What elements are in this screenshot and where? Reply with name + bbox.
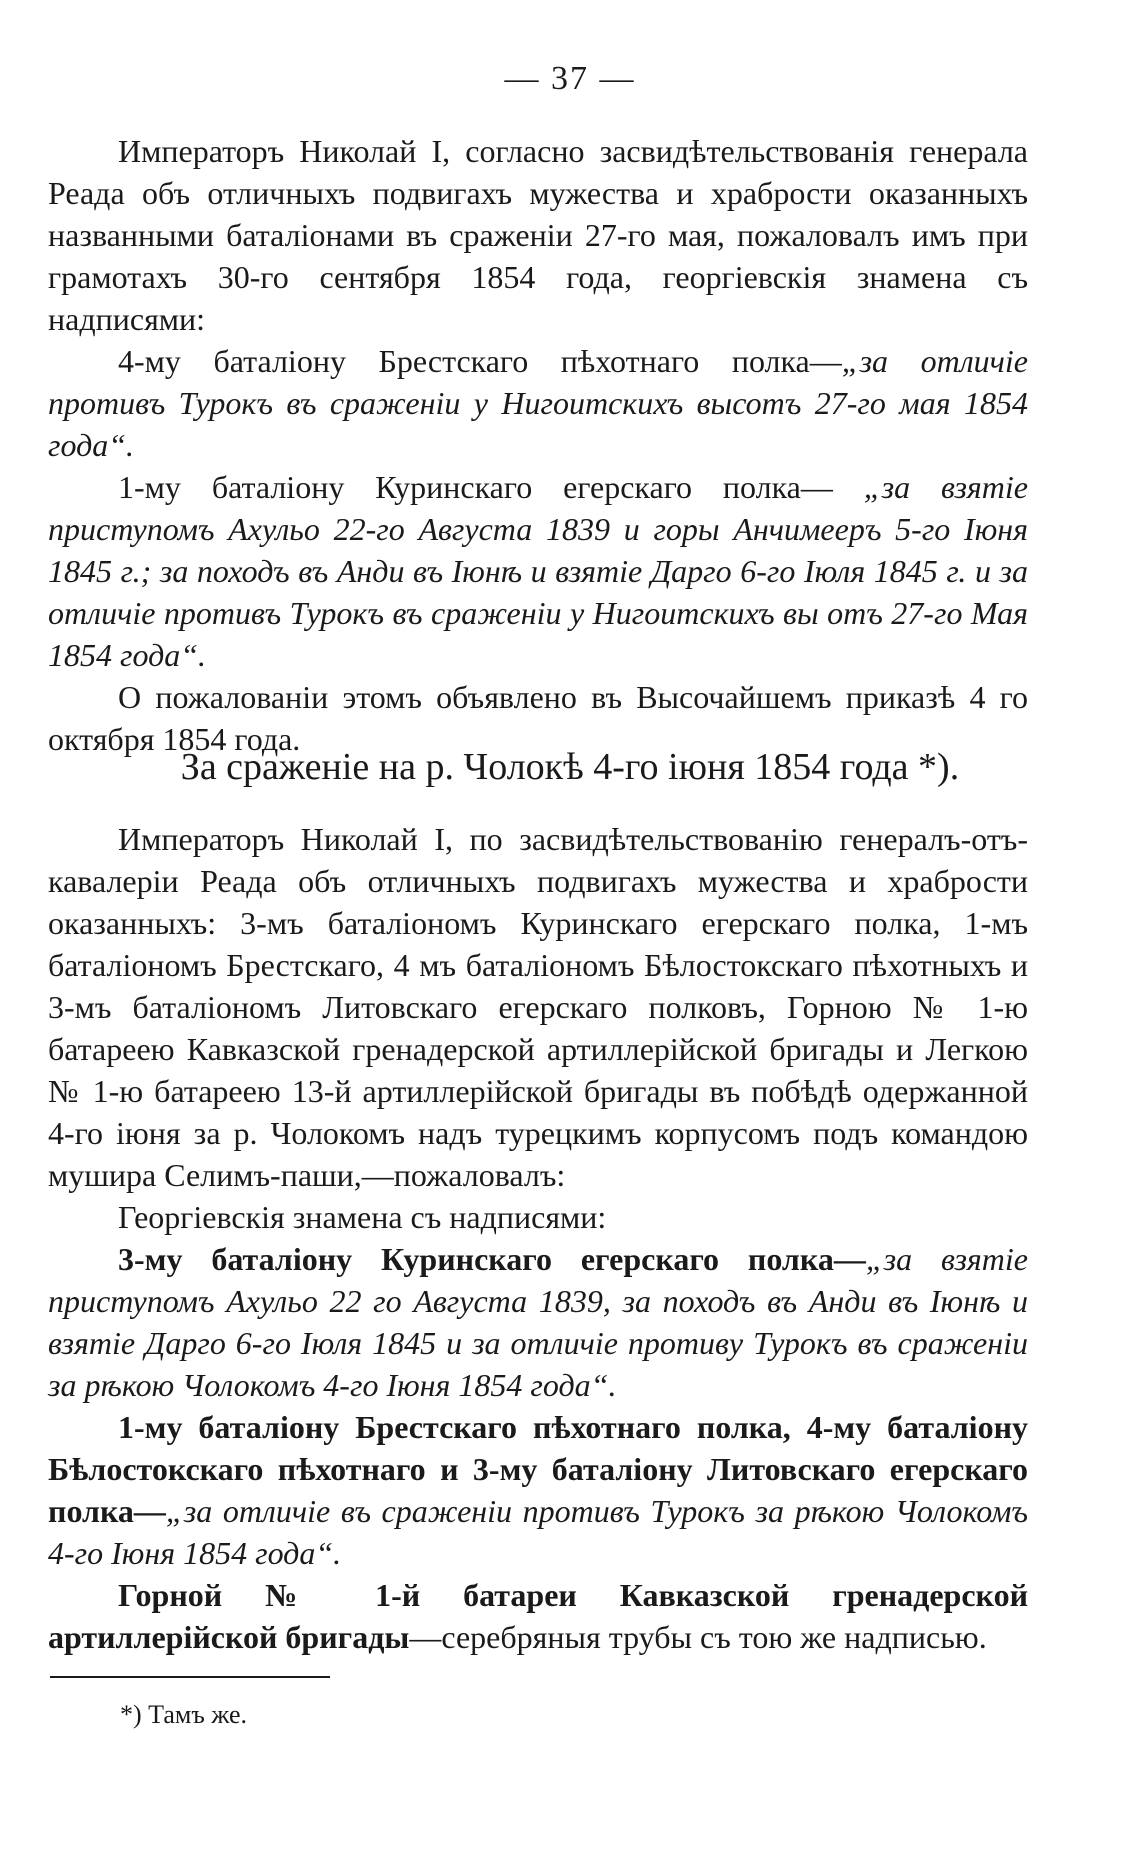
footnote: *) Тамъ же.: [120, 1700, 247, 1729]
page-number: — 37 —: [504, 60, 636, 97]
award-description: —серебряныя трубы съ тою же надписью.: [409, 1619, 987, 1655]
text-block-1: [48, 130, 1028, 760]
regiment-name: 3-му баталіону Куринскаго егерскаго полка—: [118, 1241, 866, 1277]
paragraph: Императоръ Николай I, по засвидѣтельствованію генералъ-отъ-кавалеріи Реада объ отличныхъ подвигахъ мужества и храбрости оказанныхъ: 3-мъ баталіономъ Куринскаго егерскаго полка, 1-мъ баталіономъ Брестскаго, 4 мъ баталіономъ Бѣлостокскаго пѣхотныхъ и 3-мъ баталіономъ Литовскаго егерскаго полковъ, Горною № 1-ю батареею Кавказской гренадерской артиллерійской бригады и Легкою № 1-ю батареею 13-й артиллерійской бригады въ побѣдѣ одержанной 4-го іюня за р. Чолокомъ надъ турецкимъ корпусомъ подъ командою мушира Селимъ-паши,—пожаловалъ:: [48, 821, 1028, 1193]
paragraph: [48, 1574, 1028, 1658]
regiment-name: 1-му баталіону Брестскаго пѣхотнаго полка, 4-му баталіону Бѣлостокскаго пѣхотнаго и 3-му баталіону Литовскаго егерскаго полка—: [48, 1409, 1028, 1529]
inscription: „за взятіе приступомъ Ахульо 22 го Августа 1839, за походъ въ Анди въ Іюнѣ и взятіе Дарго 6-го Іюля 1845 и за отличіе противу Турокъ въ сраженіи за рѣкою Чолокомъ 4-го Іюня 1854 года“.: [48, 1241, 1028, 1403]
paragraph: О пожалованіи этомъ объявлено въ Высочайшемъ приказѣ 4 го октября 1854 года.: [48, 679, 1028, 757]
paragraph: Георгіевскія знамена съ надписями:: [118, 1199, 607, 1235]
paragraph: [48, 1406, 1028, 1574]
paragraph: [48, 340, 1028, 466]
footnote-divider: [50, 1676, 330, 1678]
inscription: „за взятіе приступомъ Ахульо 22-го Августа 1839 и горы Анчимееръ 5-го Іюня 1845 г.; за походъ въ Анди въ Іюнѣ и взятіе Дарго 6-го Іюля 1845 г. и за отличіе противъ Турокъ въ сраженіи у Нигоитскихъ вы отъ 27-го Мая 1854 года“.: [48, 469, 1029, 673]
section-title: За сраженіе на р. Чолокѣ 4-го іюня 1854 года *).: [180, 746, 960, 788]
paragraph: [48, 466, 1028, 676]
regiment-name: 1-му баталіону Куринскаго егерскаго полка—: [118, 469, 864, 505]
paragraph: [48, 1238, 1028, 1406]
inscription: „за отличіе противъ Турокъ въ сраженіи у Нигоитскихъ высотъ 27-го мая 1854 года“.: [48, 343, 1029, 463]
paragraph: Императоръ Николай I, согласно засвидѣтельствованія генерала Реада объ отличныхъ подвигахъ мужества и храбрости оказанныхъ названными баталіонами въ сраженіи 27-го мая, пожаловалъ имъ при грамотахъ 30-го сентября 1854 года, георгіевскія знамена съ надписями:: [48, 133, 1028, 337]
inscription: „за отличіе въ сраженіи противъ Турокъ за рѣкою Чолокомъ 4-го Іюня 1854 года“.: [48, 1493, 1028, 1571]
battery-name: Горной № 1-й батареи Кавказской гренадерской артиллерійской бригады: [48, 1577, 1028, 1655]
text-block-2: [48, 818, 1028, 1658]
regiment-name: 4-му баталіону Брестскаго пѣхотнаго полка—: [118, 343, 842, 379]
